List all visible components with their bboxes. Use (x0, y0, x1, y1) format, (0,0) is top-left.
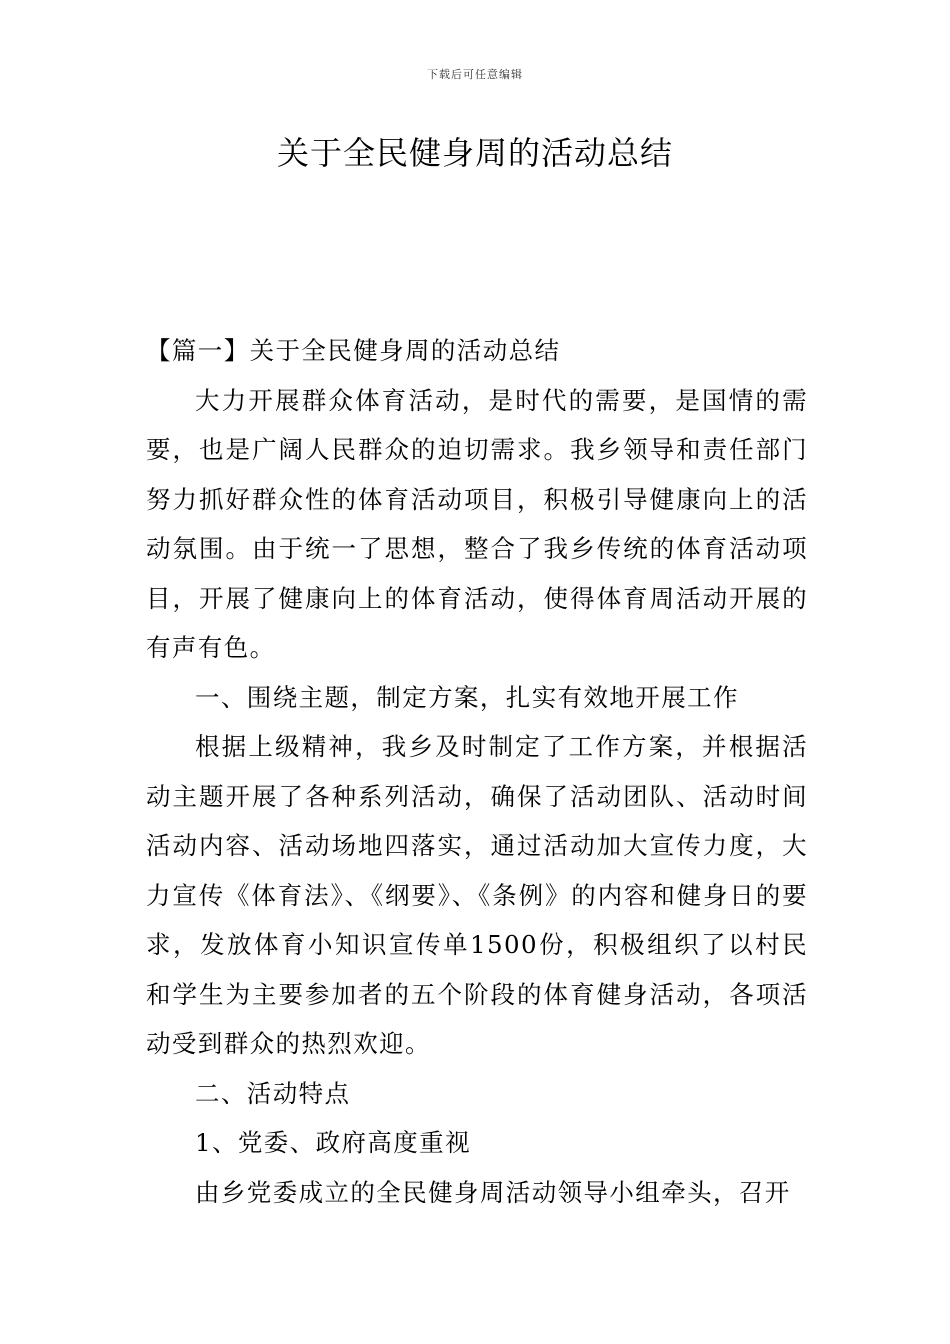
document-title: 关于全民健身周的活动总结 (276, 134, 673, 172)
document-body (146, 326, 808, 1217)
paragraph-intro: 大力开展群众体育活动，是时代的需要，是国情的需要，也是广阔人民群众的迫切需求。我乡领导和责任部门努力抓好群众性的体育活动项目，积极引导健康向上的活动氛围。由于统一了思想，整合了我乡传统的体育活动项目，开展了健康向上的体育活动，使得体育周活动开展的有声有色。 (146, 385, 808, 662)
paragraph-work: 根据上级精神，我乡及时制定了工作方案，并根据活动主题开展了各种系列活动，确保了活动团队、活动时间活动内容、活动场地四落实，通过活动加大宣传力度，大力宣传《体育法》、《纲要》、《条例》的内容和健身日的要求，发放体育小知识宣传单1500份，积极组织了以村民和学生为主要参加者的五个阶段的体育健身活动，各项活动受到群众的热烈欢迎。 (146, 732, 808, 1058)
subheading-one: 一、围绕主题，制定方案，扎实有效地开展工作 (195, 682, 739, 712)
section-heading: 【篇一】关于全民健身周的活动总结 (146, 336, 561, 365)
subheading-two: 二、活动特点 (195, 1078, 351, 1108)
header-note: 下载后可任意编辑 (427, 68, 523, 81)
paragraph-leadership: 由乡党委成立的全民健身周活动领导小组牵头，召开 (195, 1177, 791, 1207)
subheading-two-one: 1、党委、政府高度重视 (195, 1128, 471, 1157)
